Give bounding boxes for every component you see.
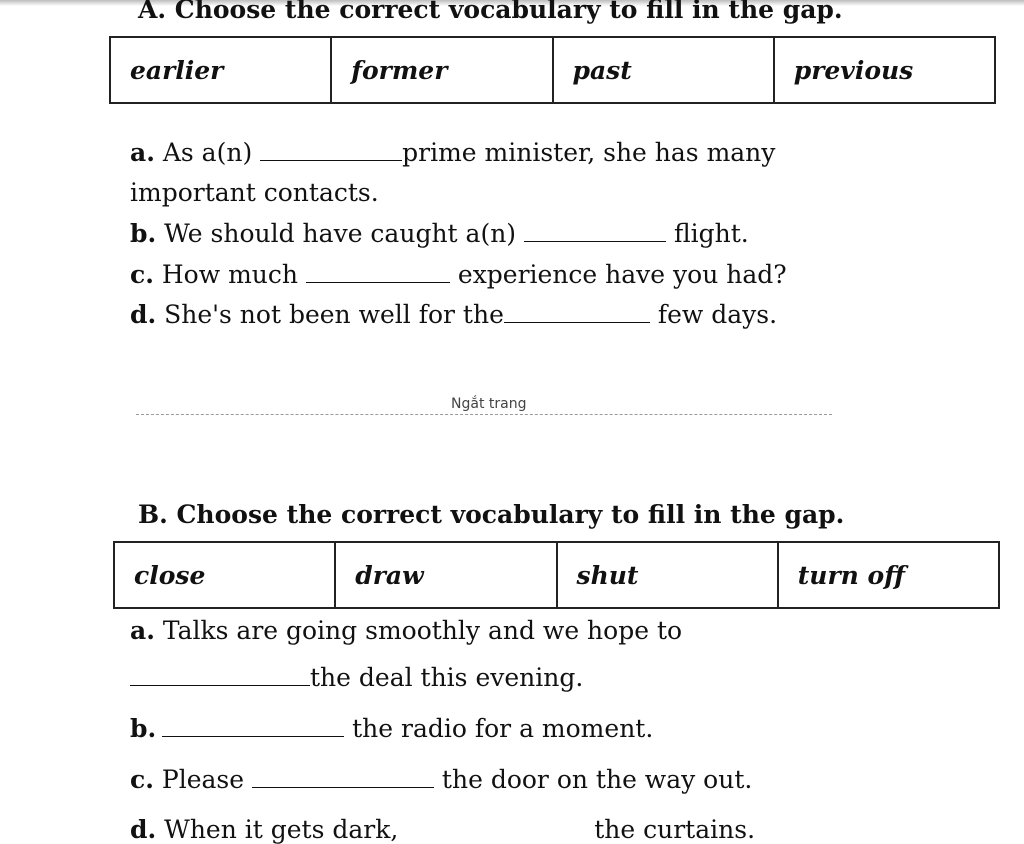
question-a-a-continued: important contacts. [130, 178, 379, 207]
item-text: Please [153, 765, 252, 794]
section-b-word-table [113, 541, 1000, 609]
question-a-a [130, 138, 775, 167]
question-b-a-continued [130, 663, 583, 692]
item-label: a. [130, 138, 155, 167]
word-cell: draw [335, 542, 556, 608]
question-a-b [130, 219, 749, 248]
answer-blank[interactable] [306, 281, 450, 283]
item-text: We should have caught a(n) [156, 219, 524, 248]
item-label: b. [130, 219, 157, 248]
word-cell: turn off [778, 542, 999, 608]
question-b-c [130, 765, 752, 794]
answer-blank[interactable] [504, 321, 650, 323]
item-text: the radio for a moment. [344, 714, 654, 743]
item-text: the curtains. [586, 815, 756, 844]
item-label: d. [130, 815, 157, 844]
answer-blank[interactable] [252, 786, 434, 788]
item-text: experience have you had? [449, 260, 787, 289]
page-break-line [136, 414, 832, 415]
answer-blank[interactable] [524, 240, 666, 242]
word-cell: close [114, 542, 335, 608]
word-cell: previous [774, 37, 995, 103]
item-label: c. [130, 260, 154, 289]
item-text: How much [153, 260, 306, 289]
item-text: Talks are going smoothly and we hope to [154, 616, 683, 645]
word-cell: former [331, 37, 552, 103]
answer-blank[interactable] [130, 684, 310, 686]
item-label: c. [130, 765, 154, 794]
item-text: She's not been well for the [156, 300, 504, 329]
answer-blank[interactable] [162, 735, 344, 737]
word-cell: past [553, 37, 774, 103]
question-a-c [130, 260, 787, 289]
word-cell: earlier [110, 37, 331, 103]
section-a-heading: A. Choose the correct vocabulary to fill in the gap. [138, 0, 843, 24]
item-text: prime minister, she has many [402, 138, 776, 167]
answer-blank[interactable] [260, 159, 402, 161]
word-cell: shut [557, 542, 778, 608]
item-text: When it gets dark, [156, 815, 407, 844]
item-text: the deal this evening. [310, 663, 584, 692]
question-b-d [130, 815, 755, 844]
question-a-d [130, 300, 777, 329]
item-label: d. [130, 300, 157, 329]
item-text: few days. [649, 300, 778, 329]
question-b-a [130, 616, 682, 645]
item-text: the door on the way out. [433, 765, 753, 794]
section-b-heading: B. Choose the correct vocabulary to fill in the gap. [138, 500, 845, 529]
item-label: b. [130, 714, 157, 743]
question-b-b [130, 714, 653, 743]
page-break-label: Ngắt trang [451, 396, 527, 412]
answer-blank[interactable] [406, 837, 586, 838]
item-label: a. [130, 616, 155, 645]
item-text: flight. [666, 219, 749, 248]
section-a-word-table [109, 36, 996, 104]
item-text: As a(n) [154, 138, 261, 167]
